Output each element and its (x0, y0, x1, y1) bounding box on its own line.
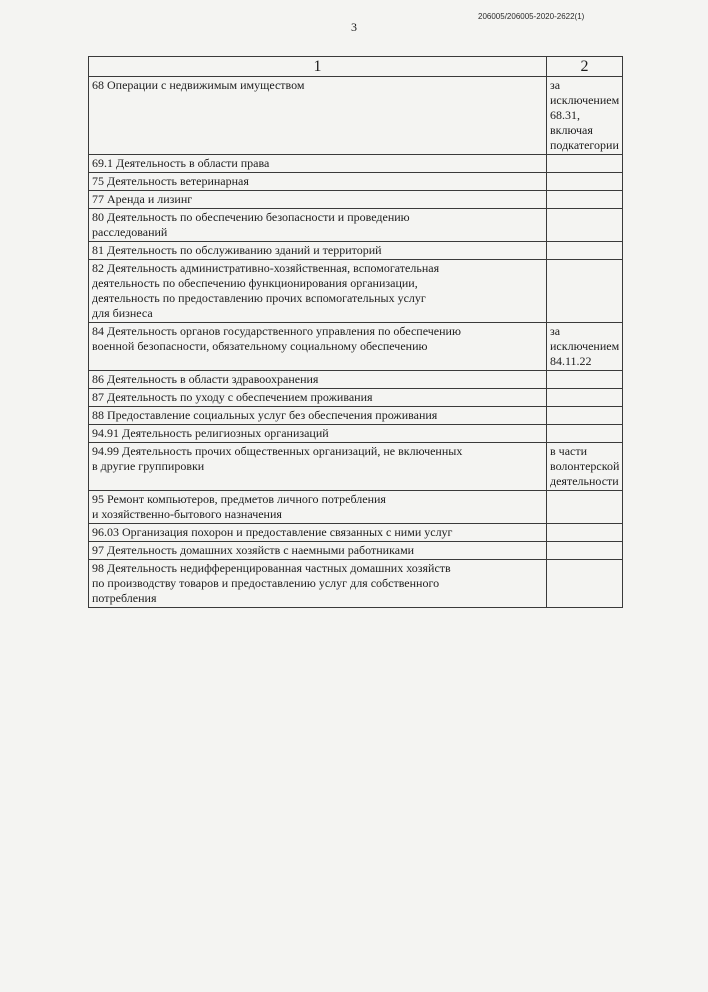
note-cell (547, 155, 623, 173)
note-cell (547, 524, 623, 542)
activity-cell: 77 Аренда и лизинг (89, 191, 547, 209)
table-row (89, 542, 623, 560)
note-cell (547, 425, 623, 443)
document-code: 206005/206005-2020-2622(1) (478, 12, 585, 21)
note-cell (547, 389, 623, 407)
activity-cell: 98 Деятельность недифференцированная частных домашних хозяйств по производству товаров и предоставлению услуг для собственного потребления (89, 560, 547, 608)
note-cell (547, 209, 623, 242)
table-row (89, 155, 623, 173)
note-cell: за исключением 84.11.22 (547, 323, 623, 371)
table-row (89, 491, 623, 524)
activity-cell: 95 Ремонт компьютеров, предметов личного потребления и хозяйственно-бытового назначения (89, 491, 547, 524)
table-row (89, 323, 623, 371)
note-cell: за исключением 68.31, включая подкатегории (547, 77, 623, 155)
activity-cell: 96.03 Организация похорон и предоставление связанных с ними услуг (89, 524, 547, 542)
note-cell (547, 560, 623, 608)
note-cell (547, 542, 623, 560)
column-header-1: 1 (89, 57, 547, 77)
activity-cell: 94.91 Деятельность религиозных организаций (89, 425, 547, 443)
activity-cell: 97 Деятельность домашних хозяйств с наемными работниками (89, 542, 547, 560)
table-row (89, 77, 623, 155)
activity-cell: 68 Операции с недвижимым имуществом (89, 77, 547, 155)
table-header-row (89, 57, 623, 77)
activity-cell: 87 Деятельность по уходу с обеспечением проживания (89, 389, 547, 407)
note-cell (547, 242, 623, 260)
note-cell (547, 407, 623, 425)
page-number: 3 (351, 20, 357, 34)
activity-cell: 80 Деятельность по обеспечению безопасности и проведению расследований (89, 209, 547, 242)
activity-cell: 86 Деятельность в области здравоохранения (89, 371, 547, 389)
table-row (89, 371, 623, 389)
note-cell: в части волонтерской деятельности (547, 443, 623, 491)
table-row (89, 407, 623, 425)
note-cell (547, 371, 623, 389)
table-row (89, 173, 623, 191)
activity-cell: 94.99 Деятельность прочих общественных организаций, не включенных в другие группировки (89, 443, 547, 491)
activity-table (88, 56, 623, 608)
note-cell (547, 191, 623, 209)
activity-cell: 81 Деятельность по обслуживанию зданий и территорий (89, 242, 547, 260)
table-row (89, 560, 623, 608)
activity-cell: 82 Деятельность административно-хозяйственная, вспомогательная деятельность по обеспечению функционирования организации, деятельность по предоставлению прочих вспомогательных услуг для бизнеса (89, 260, 547, 323)
activity-cell: 69.1 Деятельность в области права (89, 155, 547, 173)
note-cell (547, 260, 623, 323)
note-cell (547, 173, 623, 191)
activity-cell: 84 Деятельность органов государственного управления по обеспечению военной безопасности, обязательному социальному обеспечению (89, 323, 547, 371)
table-row (89, 443, 623, 491)
table-row (89, 242, 623, 260)
activity-cell: 75 Деятельность ветеринарная (89, 173, 547, 191)
table-row (89, 389, 623, 407)
table-row (89, 425, 623, 443)
activity-cell: 88 Предоставление социальных услуг без обеспечения проживания (89, 407, 547, 425)
table-row (89, 260, 623, 323)
column-header-2: 2 (547, 57, 623, 77)
table-row (89, 191, 623, 209)
table-row (89, 209, 623, 242)
table-row (89, 524, 623, 542)
note-cell (547, 491, 623, 524)
